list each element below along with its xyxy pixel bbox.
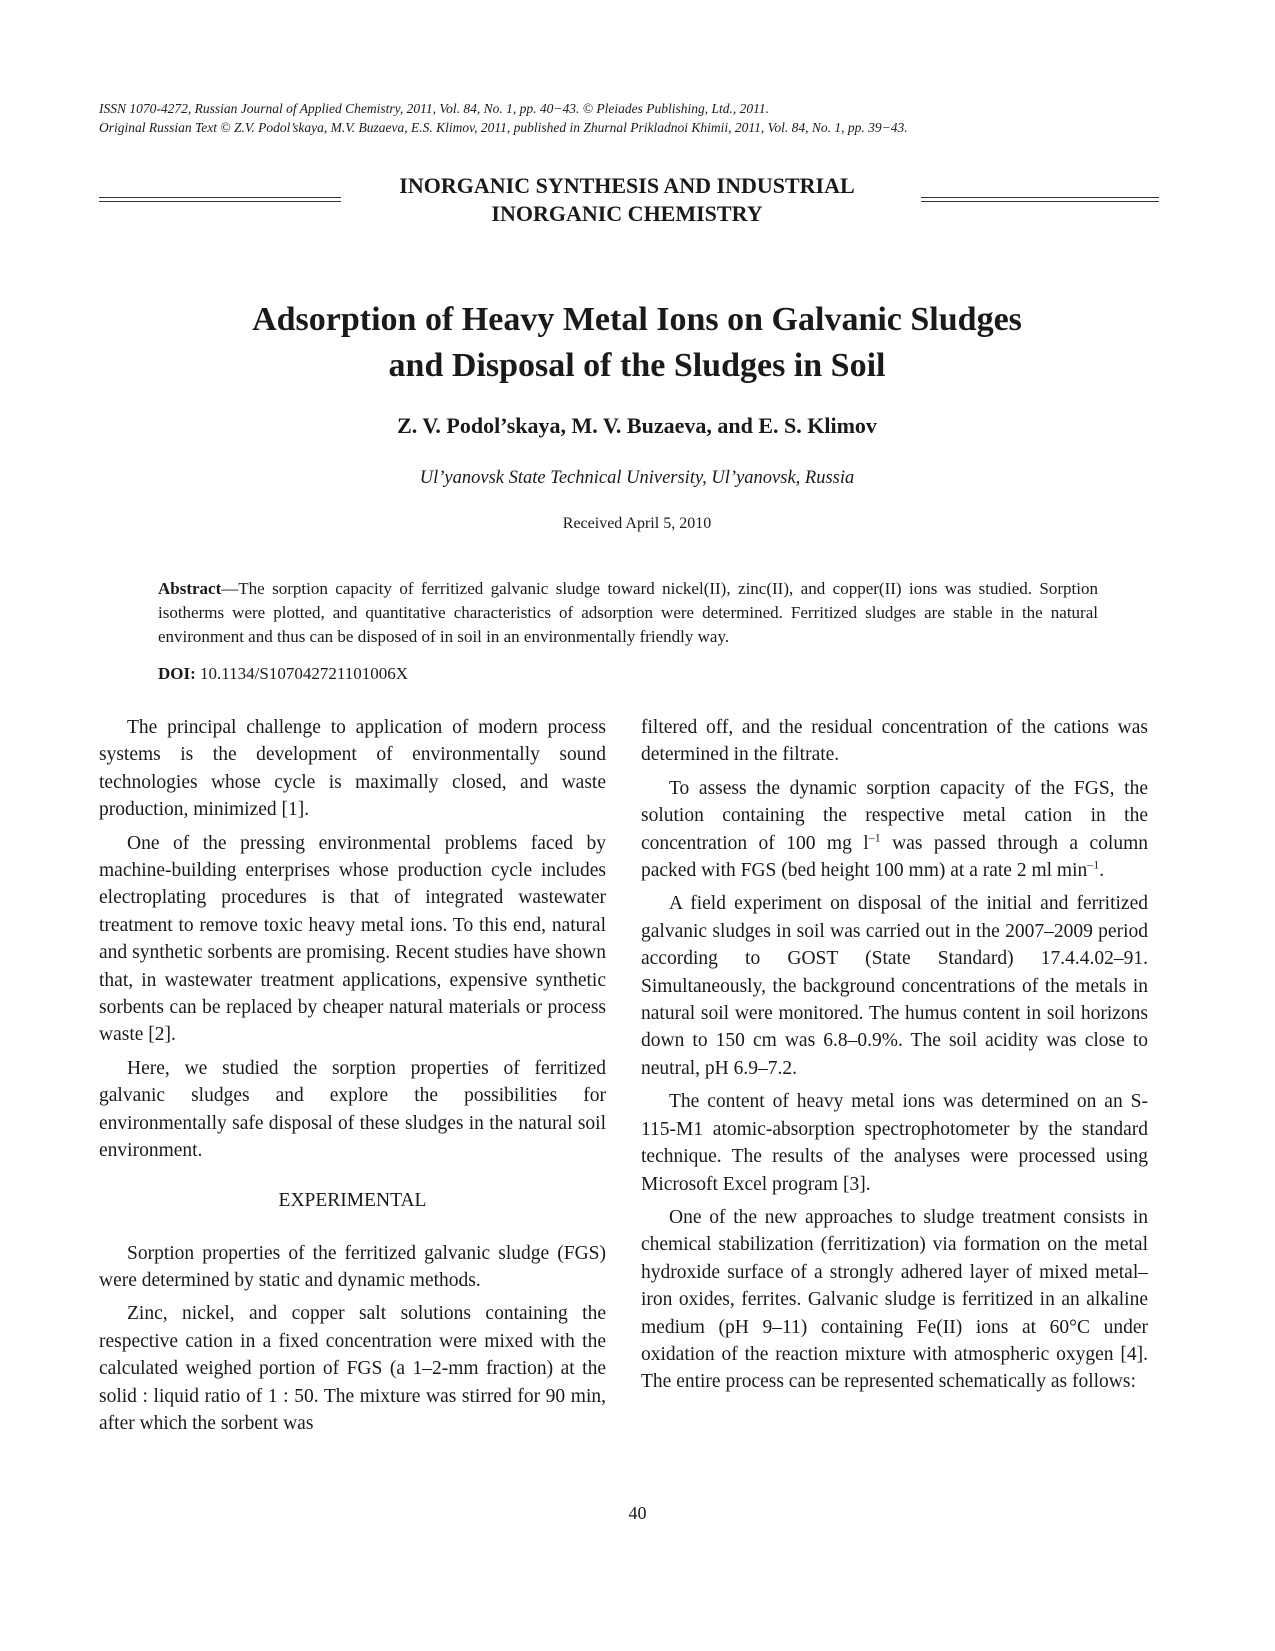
abstract-text: —The sorption capacity of ferritized galvanic sludge toward nickel(II), zinc(II), and copper(II) ions was studied. Sorption isotherms were plotted, and quantitative characteristics of adsorption were determined. Ferritized sludges are stable in the natural environment and thus can be disposed of in soil in an environmentally friendly way.	[158, 579, 1098, 646]
paragraph: Sorption properties of the ferritized galvanic sludge (FGS) were determined by static and dynamic methods.	[99, 1242, 606, 1291]
section-rule-right	[921, 197, 1159, 202]
paragraph-text: .	[1099, 860, 1105, 882]
section-title-line-1: INORGANIC SYNTHESIS AND INDUSTRIAL	[399, 173, 855, 198]
left-column	[99, 714, 606, 1443]
paragraph: The principal challenge to application of modern process systems is the development of environmentally sound technologies whose cycle is maximally closed, and waste production, minimized [1].	[99, 717, 606, 821]
superscript: –1	[1087, 857, 1100, 872]
authors: Z. V. Podol’skaya, M. V. Buzaeva, and E. S. Klimov	[397, 413, 877, 438]
abstract-label: Abstract	[158, 579, 222, 598]
paragraph: A field experiment on disposal of the initial and ferritized galvanic sludges in soil was carried out in the 2007–2009 period according to GOST (State Standard) 17.4.4.02–91. Simultaneously, the background concentrations of the metals in natural soil were monitored. The humus content in soil horizons down to 150 cm was 6.8–0.9%. The soil acidity was close to neutral, pH 6.9–7.2.	[641, 893, 1148, 1079]
paragraph-text: was passed through a column packed with FGS (bed height 100 mm) at a rate 2 ml min	[641, 832, 1149, 882]
paragraph: The content of heavy metal ions was determined on an S-115-M1 atomic-absorption spectrophotometer by the standard technique. The results of the analyses were processed using Microsoft Excel program [3].	[641, 1091, 1148, 1195]
experimental-heading: EXPERIMENTAL	[278, 1189, 427, 1211]
superscript: –1	[868, 830, 881, 845]
section-title-line-2: INORGANIC CHEMISTRY	[491, 201, 763, 226]
section-title	[349, 172, 905, 228]
paper-title-line-2: and Disposal of the Sludges in Soil	[388, 347, 886, 384]
section-heading-band	[99, 172, 1159, 232]
paragraph: One of the new approaches to sludge treatment consists in chemical stabilization (ferritization) via formation on the metal hydroxide surface of a strongly adhered layer of mixed metal–iron oxides, ferrites. Galvanic sludge is ferritized in an alkaline medium (pH 9–11) containing Fe(II) ions at 60°C under oxidation of the reaction mixture with atmospheric oxygen [4]. The entire process can be represented schematically as follows:	[641, 1206, 1148, 1393]
paragraph	[641, 775, 1148, 885]
paper-title-line-1: Adsorption of Heavy Metal Ions on Galvanic Sludges	[252, 301, 1022, 338]
paragraph: Zinc, nickel, and copper salt solutions containing the respective cation in a fixed concentration were mixed with the calculated weighed portion of FGS (a 1–2-mm fraction) at the solid : liquid ratio of 1 : 50. The mixture was stirred for 90 min, after which the sorbent was	[99, 1303, 606, 1434]
doi-label: DOI:	[158, 664, 196, 683]
received-date: Received April 5, 2010	[562, 515, 712, 532]
original-text-line: Original Russian Text © Z.V. Podol’skaya, M.V. Buzaeva, E.S. Klimov, 2011, published in Zhurnal Prikladnoi Khimii, 2011, Vol. 84, No. 1, pp. 39−43.	[99, 120, 908, 135]
paragraph: Here, we studied the sorption properties of ferritized galvanic sludges and explore the possibilities for environmentally safe disposal of these sludges in the natural soil environment.	[99, 1057, 606, 1162]
doi	[158, 662, 408, 686]
abstract	[158, 577, 1098, 649]
journal-citation-line: ISSN 1070-4272, Russian Journal of Applied Chemistry, 2011, Vol. 84, No. 1, pp. 40−43. © Pleiades Publishing, Ltd., 2011.	[99, 101, 769, 116]
paragraph-text: To assess the dynamic sorption capacity of the FGS, the solution containing the respective metal cation in the concentration of 100 mg l	[641, 777, 1148, 854]
paragraph: filtered off, and the residual concentration of the cations was determined in the filtrate.	[641, 717, 1148, 766]
affiliation: Ul’yanovsk State Technical University, Ul’yanovsk, Russia	[419, 468, 855, 488]
doi-value: 10.1134/S107042721101006X	[195, 664, 408, 683]
page-number: 40	[628, 1503, 647, 1523]
section-rule-left	[99, 197, 341, 202]
right-column	[641, 714, 1148, 1402]
paper-title	[137, 297, 1137, 389]
paragraph: One of the pressing environmental problems faced by machine-building enterprises whose production cycle includes electroplating procedures is that of integrated wastewater treatment to remove toxic heavy metal ions. To this end, natural and synthetic sorbents are promising. Recent studies have shown that, in wastewater treatment applications, expensive synthetic sorbents can be replaced by cheaper natural materials or process waste [2].	[99, 832, 606, 1046]
